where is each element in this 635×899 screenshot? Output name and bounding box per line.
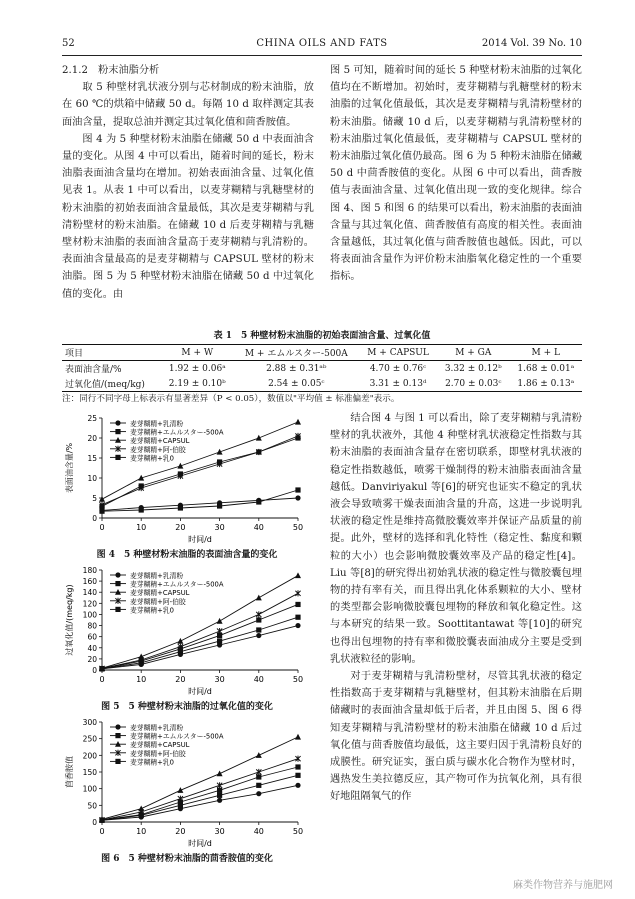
right-column-lower-text bbox=[330, 410, 582, 872]
data-point bbox=[256, 769, 261, 775]
data-point bbox=[217, 770, 223, 776]
y-tick-label: 20 bbox=[87, 434, 97, 443]
x-axis-label: 时间/d bbox=[188, 535, 212, 544]
data-table bbox=[62, 344, 582, 392]
table-note: 注：同行不同字母上标表示有显著差异（P < 0.05），数值以"平均值 ± 标准偏差"表示。 bbox=[62, 394, 400, 404]
x-tick-label: 20 bbox=[175, 827, 186, 836]
legend-marker bbox=[115, 420, 120, 425]
table-cell: 过氧化值/(meq/kg) bbox=[65, 380, 145, 390]
paragraph: 图 4 为 5 种壁材粉末油脂在储藏 50 d 中表面油含量的变化。从图 4 中可以看出，随着时间的延长，粉末油脂表面油含量均在增加。初始表面油含量、过氧化值见表 1。从表 1 中可以看出，以麦芽糊精与乳糖壁材的粉末油脂的初始表面油含量最低，其次是麦芽糊精与乳清粉壁材的粉末油脂。在储藏 10 d 后麦芽糊精与乳糖壁材粉末油脂的表面油含量高于麦芽糊精与乳清粉的。表面油含量最高的是麦芽糊精与 CAPSUL 壁材的粉末油脂。图 5 为 5 种壁材粉末油脂在储藏 50 d 中过氧化值的变化。由 bbox=[62, 133, 314, 300]
figure-4-caption: 图 4 5 种壁材粉末油脂的表面油含量的变化 bbox=[96, 550, 278, 560]
data-point bbox=[256, 435, 262, 441]
data-point bbox=[217, 618, 223, 624]
data-point bbox=[295, 615, 300, 620]
x-tick-label: 20 bbox=[175, 675, 186, 684]
data-point bbox=[256, 774, 261, 779]
data-point bbox=[295, 783, 300, 788]
data-point bbox=[256, 617, 261, 622]
series-line bbox=[102, 785, 298, 820]
table-cell: 2.70 ± 0.03ᶜ bbox=[445, 378, 502, 389]
data-point bbox=[295, 764, 300, 769]
data-point bbox=[295, 602, 300, 607]
legend-marker bbox=[115, 607, 120, 612]
data-point bbox=[99, 666, 104, 671]
legend-marker bbox=[115, 724, 120, 729]
table-cell: 2.88 ± 0.31ᵃᵇ bbox=[266, 363, 327, 374]
legend-label: 麦芽糊精+CAPSUL bbox=[130, 437, 190, 446]
data-point bbox=[139, 813, 144, 818]
journal-name: CHINA OILS AND FATS bbox=[256, 38, 388, 49]
data-point bbox=[99, 496, 105, 502]
legend-marker bbox=[115, 733, 120, 738]
y-tick-label: 15 bbox=[87, 454, 97, 463]
table-row bbox=[62, 376, 582, 392]
y-tick-label: 100 bbox=[82, 610, 97, 620]
y-tick-label: 200 bbox=[82, 751, 97, 761]
data-point bbox=[217, 628, 222, 634]
series bbox=[99, 764, 300, 822]
table-header-row bbox=[62, 345, 582, 361]
table-cell: 1.68 ± 0.01ᵃ bbox=[517, 363, 575, 374]
data-point bbox=[295, 419, 301, 425]
series-line bbox=[102, 498, 298, 510]
legend-label: 麦芽糊精+乳0 bbox=[130, 758, 175, 767]
data-point bbox=[295, 756, 300, 762]
y-tick-label: 100 bbox=[82, 784, 97, 794]
x-tick-label: 10 bbox=[136, 523, 147, 532]
legend-label: 麦芽糊精+阿-伯胶 bbox=[130, 597, 186, 606]
y-tick-label: 0 bbox=[92, 818, 97, 827]
table-caption: 表 1 5 种壁材粉末油脂的初始表面油含量、过氧化值 bbox=[213, 331, 431, 341]
data-point bbox=[177, 787, 183, 793]
y-tick-label: 140 bbox=[82, 588, 97, 598]
legend bbox=[110, 419, 224, 462]
series bbox=[99, 623, 300, 671]
legend-marker bbox=[115, 455, 120, 460]
section-heading: 2.1.2 粉末油脂分析 bbox=[62, 65, 160, 76]
series-line bbox=[102, 767, 298, 820]
data-point bbox=[256, 752, 262, 758]
table-cell: 3.32 ± 0.12ᵇ bbox=[444, 363, 502, 374]
x-tick-label: 20 bbox=[175, 523, 186, 532]
data-point bbox=[178, 796, 183, 802]
y-tick-label: 25 bbox=[87, 414, 97, 423]
legend-label: 麦芽糊精+エムルスター-500A bbox=[130, 428, 224, 437]
x-tick-label: 10 bbox=[136, 827, 147, 836]
data-point bbox=[217, 793, 222, 798]
legend-marker bbox=[115, 581, 120, 586]
data-point bbox=[217, 639, 222, 644]
running-header bbox=[62, 38, 582, 52]
y-tick-label: 300 bbox=[82, 718, 97, 727]
legend-marker bbox=[115, 429, 120, 434]
legend-marker bbox=[115, 759, 120, 764]
legend-label: 麦芽糊精+乳清粉 bbox=[130, 724, 184, 732]
table-header-cell: M + CAPSUL bbox=[367, 347, 429, 358]
y-axis-label: 茴香胺值 bbox=[65, 756, 74, 788]
table-cell: 表面油含量/% bbox=[65, 365, 122, 375]
table-cell: 2.19 ± 0.10ᵇ bbox=[168, 378, 226, 389]
y-tick-label: 150 bbox=[82, 768, 97, 777]
y-axis-label: 表面油含量/% bbox=[65, 442, 74, 494]
data-point bbox=[217, 782, 222, 788]
x-axis-label: 时间/d bbox=[188, 687, 212, 696]
x-tick-label: 30 bbox=[214, 827, 225, 836]
y-tick-label: 160 bbox=[82, 577, 97, 587]
y-tick-label: 0 bbox=[92, 666, 97, 675]
figure-6-chart bbox=[62, 714, 312, 849]
data-point bbox=[295, 773, 300, 778]
paragraph: 结合图 4 与图 1 可以看出，除了麦芽糊精与乳清粉壁材的乳状液外，其他 4 种壁材乳状液稳定性指数与其粉末油脂的表面油含量存在密切联系，即壁材乳状液的稳定性指数越低，喷雾干燥制得的粉末油脂表面油含量越低。Danviriyakul 等[6]的研究也证实不稳定的乳状液会导致喷雾干燥表面油含量的升高，这进一步说明乳状液的稳定性是维持高微胶囊效率并保证产品质量的前提。此外，壁材的选择和乳化特性（稳定性、黏度和颗粒的大小）也会影响微胶囊效率及产品的稳定性[4]。Liu 等[8]的研究得出初始乳状液的稳定性与微胶囊包埋物的持有率有关，而且得出乳化体系颗粒的大小、壁材的类型都会影响微胶囊包埋物的释放和氧化稳定性。这与本研究的结果一致。Soottitantawat 等[10]的研究也得出包埋物的持有率和微胶囊表面油成分主要是受到乳状液粒径的影响。 bbox=[330, 413, 582, 665]
legend bbox=[110, 571, 224, 614]
legend-label: 麦芽糊精+乳0 bbox=[130, 454, 175, 463]
y-tick-label: 60 bbox=[87, 632, 97, 642]
legend-label: 麦芽糊精+エムルスター-500A bbox=[130, 732, 224, 741]
data-point bbox=[295, 572, 301, 578]
table-header-cell: 项目 bbox=[65, 349, 84, 359]
y-tick-label: 5 bbox=[92, 494, 97, 503]
data-point bbox=[295, 590, 300, 596]
legend-label: 麦芽糊精+CAPSUL bbox=[130, 741, 190, 750]
data-point bbox=[99, 818, 104, 823]
table-header-cell: M + W bbox=[181, 347, 214, 358]
x-tick-label: 0 bbox=[99, 675, 105, 684]
data-point bbox=[178, 803, 183, 808]
legend-label: 麦芽糊精+阿-伯胶 bbox=[130, 445, 186, 454]
data-point bbox=[295, 623, 300, 628]
header-rule bbox=[62, 55, 582, 56]
y-tick-label: 180 bbox=[82, 566, 97, 575]
legend-label: 麦芽糊精+阿-伯胶 bbox=[130, 749, 186, 758]
data-point bbox=[217, 503, 222, 508]
table-header-cell: M + エムルスター-500A bbox=[244, 349, 348, 359]
data-point bbox=[178, 649, 183, 654]
y-tick-label: 40 bbox=[87, 643, 97, 653]
x-tick-label: 10 bbox=[136, 675, 147, 684]
data-point bbox=[256, 633, 261, 638]
table-cell: 3.31 ± 0.13ᵈ bbox=[369, 378, 427, 389]
x-tick-label: 30 bbox=[214, 675, 225, 684]
data-point bbox=[256, 783, 261, 788]
right-column-text bbox=[330, 62, 582, 327]
legend-marker bbox=[115, 572, 120, 577]
data-point bbox=[256, 611, 261, 617]
issue-info: 2014 Vol. 39 No. 10 bbox=[481, 38, 582, 49]
x-tick-label: 40 bbox=[253, 675, 264, 684]
x-tick-label: 50 bbox=[292, 675, 304, 684]
table-row bbox=[62, 361, 582, 377]
table-cell: 2.54 ± 0.05ᶜ bbox=[268, 378, 325, 389]
page-number: 52 bbox=[62, 38, 75, 49]
paragraph: 取 5 种壁材乳状液分别与芯材制成的粉末油脂，放在 60 ℃的烘箱中储藏 50 d。每隔 10 d 取样测定其表面油含量，提取总油并测定其过氧化值和茴香胺值。 bbox=[62, 82, 314, 128]
legend bbox=[110, 723, 224, 766]
data-point bbox=[139, 660, 144, 665]
data-point bbox=[99, 509, 104, 514]
x-tick-label: 50 bbox=[292, 523, 304, 532]
data-point bbox=[295, 495, 300, 500]
data-point bbox=[256, 627, 261, 632]
x-tick-label: 0 bbox=[99, 523, 105, 532]
data-point bbox=[217, 798, 222, 803]
watermark: 麻类作物营养与施肥网 bbox=[513, 880, 613, 891]
figure-6-caption: 图 6 5 种壁材粉末油脂的茴香胺值的变化 bbox=[101, 854, 273, 864]
paragraph: 图 5 可知，随着时间的延长 5 种壁材粉末油脂的过氧化值均在不断增加。初始时，麦芽糊精与乳糖壁材的粉末油脂的过氧化值最低，其次是麦芽糊精与乳清粉壁材的粉末油脂。储藏 10 d 后，以麦芽糊精与乳清粉壁材的粉末油脂过氧化值最低，麦芽糊精与 CAPSUL 壁材的粉末油脂过氧化值仍最高。图 6 为 5 种粉末油脂在储藏 50 d 中茴香胺值的变化。从图 6 中可以看出，茴香胺值与表面油含量、过氧化值出现一致的变化规律。综合图 4、图 5 和图 6 的结果可以看出，粉末油脂的表面油含量与其过氧化值、茴香胺值有高度的相关性。表面油含量越低，其过氧化值与茴香胺值也越低。因此，可以将表面油含量作为评价粉末油脂氧化稳定性的一个重要指标。 bbox=[330, 65, 582, 283]
table-cell: 1.92 ± 0.06ᵃ bbox=[168, 363, 226, 374]
legend-label: 麦芽糊精+乳清粉 bbox=[130, 572, 184, 580]
table-cell: 1.86 ± 0.13ᵃ bbox=[517, 378, 575, 389]
figure-5-chart bbox=[62, 562, 312, 697]
left-column-text bbox=[62, 62, 314, 334]
series-line bbox=[102, 617, 298, 669]
x-tick-label: 40 bbox=[253, 827, 264, 836]
table-header-cell: M + L bbox=[531, 347, 561, 358]
y-tick-label: 120 bbox=[82, 599, 97, 609]
data-point bbox=[178, 505, 183, 510]
figure-4-chart bbox=[62, 410, 312, 545]
data-point bbox=[217, 788, 222, 793]
x-tick-label: 50 bbox=[292, 827, 304, 836]
y-tick-label: 80 bbox=[87, 621, 97, 631]
data-point bbox=[139, 507, 144, 512]
x-tick-label: 30 bbox=[214, 523, 225, 532]
y-tick-label: 10 bbox=[87, 474, 97, 483]
y-tick-label: 0 bbox=[92, 514, 97, 523]
legend-label: 麦芽糊精+エムルスター-500A bbox=[130, 580, 224, 589]
table-header-cell: M + GA bbox=[455, 347, 492, 358]
series bbox=[99, 487, 300, 513]
x-tick-label: 40 bbox=[253, 523, 264, 532]
data-point bbox=[256, 595, 262, 601]
y-axis-label: 过氧化值/(meq/kg) bbox=[65, 584, 74, 656]
figure-5-caption: 图 5 5 种壁材粉末油脂的过氧化值的变化 bbox=[101, 702, 273, 712]
x-axis-label: 时间/d bbox=[188, 839, 212, 848]
legend-label: 麦芽糊精+乳清粉 bbox=[130, 420, 184, 428]
legend-label: 麦芽糊精+乳0 bbox=[130, 606, 175, 615]
y-tick-label: 250 bbox=[82, 734, 97, 744]
legend-label: 麦芽糊精+CAPSUL bbox=[130, 589, 190, 598]
paragraph: 对于麦芽糊精与乳清粉壁材，尽管其乳状液的稳定性指数高于麦芽糊精与乳糖壁材，但其粉末油脂在后期储藏时的表面油含量却低于后者，并且由图 5、图 6 得知麦芽糊精与乳清粉壁材的粉末油脂在储藏 10 d 后过氧化值与茴香胺值均最低，这主要归因于乳清粉良好的成膜性。研究证实，蛋白质与碳水化合物作为壁材时，遇热发生美拉德反应，其产物可作为抗氧化剂，具有很好地阻隔氧气的作 bbox=[330, 671, 582, 803]
table-cell: 4.70 ± 0.76ᶜ bbox=[369, 363, 427, 374]
series-line bbox=[102, 759, 298, 820]
data-point bbox=[295, 734, 301, 740]
data-point bbox=[177, 638, 183, 644]
data-point bbox=[295, 487, 300, 492]
y-tick-label: 50 bbox=[87, 801, 97, 811]
y-tick-label: 20 bbox=[87, 654, 97, 664]
series bbox=[99, 773, 300, 823]
data-point bbox=[256, 499, 261, 504]
x-tick-label: 0 bbox=[99, 827, 105, 836]
data-point bbox=[256, 791, 261, 796]
